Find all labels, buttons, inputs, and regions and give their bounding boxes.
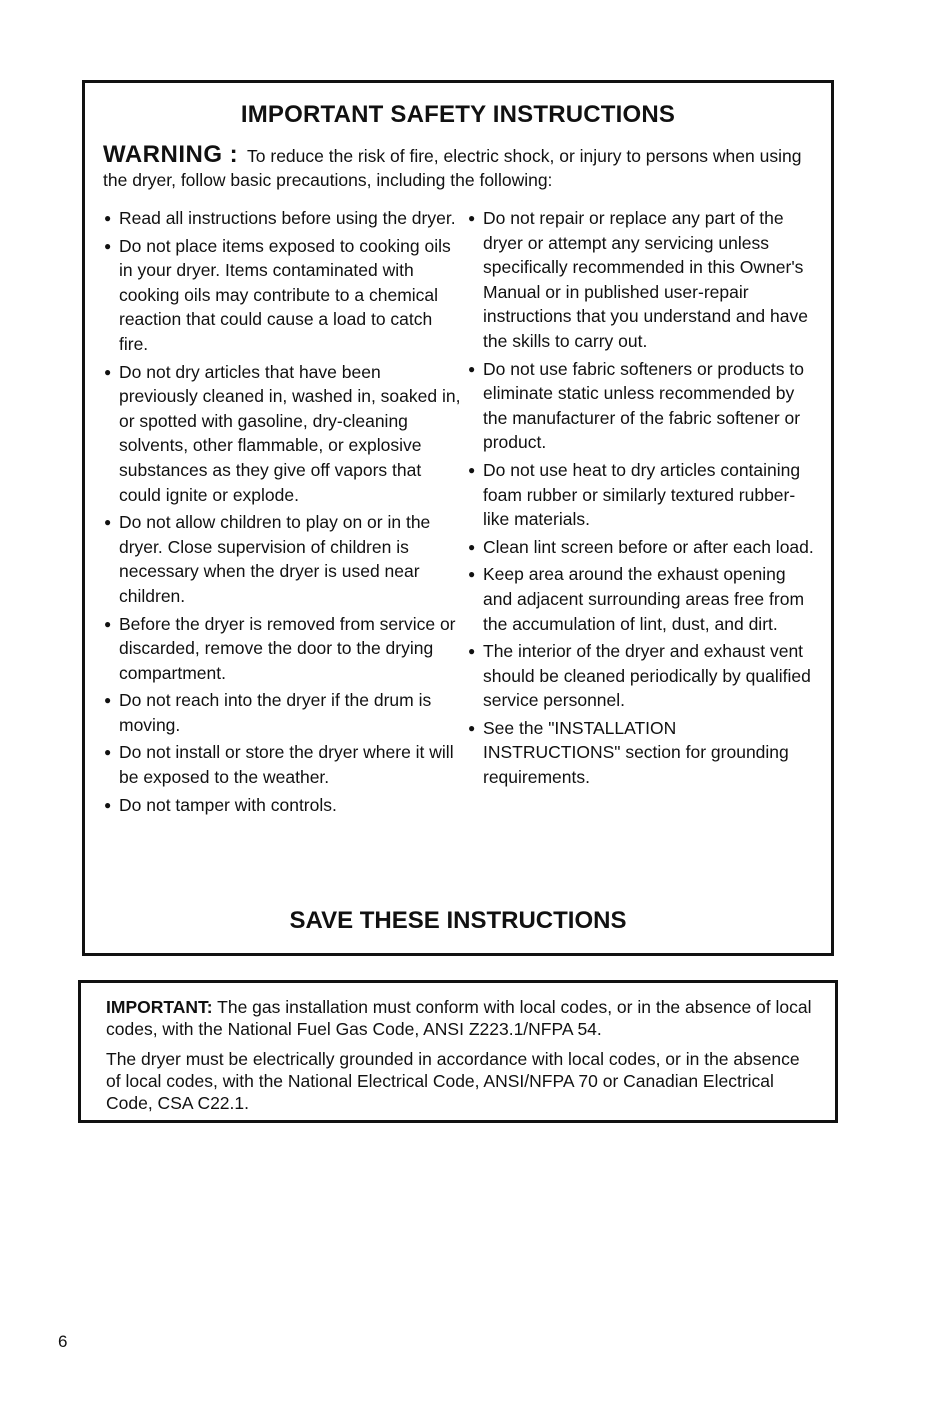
list-item	[102, 234, 462, 357]
list-item-text: Do not dry articles that have been previously cleaned in, washed in, soaked in, or spotted with gasoline, dry-cleaning solvents, other flammable, or explosive substances as they give off vapors that could ignite or explode.	[119, 361, 461, 505]
list-item-text: The interior of the dryer and exhaust vent should be cleaned periodically by qualified service personnel.	[483, 641, 811, 711]
list-item	[466, 458, 816, 532]
note-label: IMPORTANT:	[106, 997, 213, 1017]
list-item	[466, 562, 816, 636]
list-item	[102, 793, 462, 818]
save-instructions-heading: SAVE THESE INSTRUCTIONS	[289, 907, 627, 934]
list-item	[466, 639, 816, 713]
list-item-text: Do not repair or replace any part of the dryer or attempt any servicing unless specifically recommended in this Owner's Manual or in published user-repair instructions that you understand and have the skills to carry out.	[483, 208, 808, 351]
bullet-icon: ●	[468, 211, 476, 225]
page-number: 6	[58, 1332, 68, 1351]
bullet-icon: ●	[104, 797, 112, 812]
list-item	[466, 535, 816, 560]
bullet-icon: ●	[468, 720, 476, 735]
list-item	[466, 206, 816, 354]
bullet-icon: ●	[104, 211, 112, 225]
safety-instructions-box	[82, 80, 834, 956]
list-item-text: Clean lint screen before or after each load.	[483, 536, 814, 557]
warning-label: WARNING :	[103, 141, 239, 168]
list-item	[102, 360, 462, 508]
bullet-icon: ●	[104, 515, 112, 530]
note-paragraph	[106, 996, 815, 1040]
bullet-icon: ●	[104, 238, 112, 253]
list-item-text: Do not tamper with controls.	[119, 794, 337, 815]
bullet-icon: ●	[104, 616, 112, 631]
gas-installation-note-box	[78, 980, 838, 1123]
bullet-icon: ●	[468, 567, 476, 582]
warning-text: To reduce the risk of fire, electric shock, or injury to persons when using the dryer, follow basic precautions, including the following:	[103, 146, 802, 190]
list-item	[102, 612, 462, 686]
bullet-icon: ●	[468, 539, 476, 554]
list-item-text: Do not use heat to dry articles containing foam rubber or similarly textured rubber-like materials.	[483, 459, 801, 530]
list-item-text: See the "INSTALLATION INSTRUCTIONS" section for grounding requirements.	[483, 717, 789, 788]
list-item-text: Read all instructions before using the dryer.	[119, 208, 456, 228]
list-item	[102, 688, 462, 737]
list-item-text: Do not reach into the dryer if the drum is moving.	[119, 690, 432, 735]
left-instruction-list	[102, 206, 462, 820]
grounding-paragraph: The dryer must be electrically grounded in accordance with local codes, or in the absence of local codes, with the National Electrical Code, ANSI/NFPA 70 or Canadian Electrical Code, CSA C22.1.	[106, 1049, 800, 1113]
list-item-text: Before the dryer is removed from service or discarded, remove the door to the drying compartment.	[119, 613, 456, 683]
list-item-text: Do not use fabric softeners or products to eliminate static unless recommended by the manufacturer of the fabric softener or product.	[483, 358, 804, 453]
warning-paragraph	[103, 143, 823, 192]
list-item-text: Do not place items exposed to cooking oils in your dryer. Items contaminated with cooking oils may contribute to a chemical reaction that could cause a load to catch fire.	[119, 235, 451, 354]
list-item	[466, 357, 816, 455]
bullet-icon: ●	[104, 745, 112, 760]
right-instruction-list	[466, 206, 816, 793]
list-item-text: Keep area around the exhaust opening and adjacent surrounding areas free from the accumulation of lint, dust, and dirt.	[483, 564, 805, 634]
list-item	[466, 716, 816, 790]
list-item	[102, 206, 462, 231]
bullet-icon: ●	[104, 693, 112, 708]
bullet-icon: ●	[468, 644, 476, 659]
note-text: The gas installation must conform with local codes, or in the absence of local codes, with the National Fuel Gas Code, ANSI Z223.1/NFPA 54.	[106, 997, 812, 1039]
list-item	[102, 740, 462, 789]
list-item-text: Do not allow children to play on or in the dryer. Close supervision of children is necessary when the dryer is used near children.	[119, 512, 431, 606]
list-item	[102, 510, 462, 608]
bullet-icon: ●	[104, 364, 112, 379]
section-title: IMPORTANT SAFETY INSTRUCTIONS	[240, 101, 676, 128]
list-item-text: Do not install or store the dryer where it will be exposed to the weather.	[119, 742, 454, 788]
bullet-icon: ●	[468, 462, 476, 477]
bullet-icon: ●	[468, 361, 476, 376]
